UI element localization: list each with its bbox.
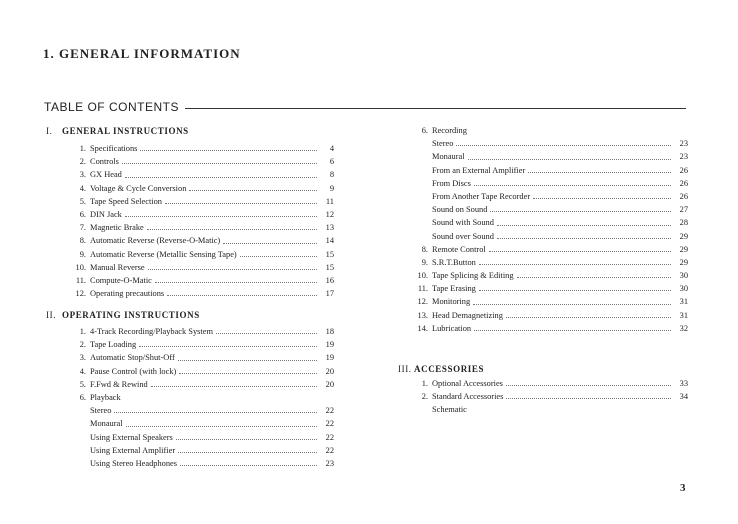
toc-entry-title: Tape Loading [90,340,137,350]
toc-entry-title: Using Stereo Headphones [90,458,177,468]
toc-entry-page: 13 [325,223,334,233]
toc-entry-leader [506,309,671,318]
toc-entry-number: 2. [79,157,86,167]
toc-entry [72,325,334,338]
toc-entry-title: Recording [432,126,467,135]
toc-entry-title: From Discs [432,178,471,188]
toc-entry-number: 5. [79,196,86,206]
section-label: ACCESSORIES [414,364,485,374]
toc-entry-leader [479,282,671,291]
toc-entry-number: 7. [79,223,86,233]
toc-entry-title: Operating precautions [90,289,165,299]
toc-entry-leader [517,269,671,278]
toc-entry-page: 26 [679,165,688,175]
toc-entry-leader [126,417,317,426]
toc-entry-title: F.Fwd & Rewind [90,379,148,389]
toc-entry-page: 29 [679,244,688,254]
toc-entry-title: Manual Reverse [90,262,145,272]
toc-entry-leader [165,195,317,204]
toc-entry [414,282,688,295]
toc-entry-page: 22 [325,419,334,429]
toc-entry [414,190,688,203]
toc-entry [72,221,334,234]
toc-entry-number: 2. [79,340,86,350]
toc-entry-number: 5. [79,379,86,389]
toc-entry-page: 18 [325,327,334,336]
toc-entry-number: 13. [417,310,428,320]
toc-entry-number: 3. [79,170,86,180]
toc-entry-page: 16 [325,275,334,285]
toc-entry-leader [148,261,317,270]
section-numeral: II. [46,310,57,320]
toc-entry-number: 12. [75,289,86,299]
toc-entry-leader [125,208,317,217]
toc-entry-page: 9 [329,183,334,193]
toc-entry-title: Magnetic Brake [90,223,144,233]
toc-entry-page: 33 [679,379,688,388]
toc-entry [72,142,334,155]
toc-entry-page: 27 [679,205,688,215]
toc-entry [414,137,688,150]
toc-entry-number: 8. [421,244,428,254]
toc-entry-leader [122,155,317,164]
toc-entry-leader [456,137,671,146]
toc-entry-title: From Another Tape Recorder [432,191,531,201]
toc-entry-number: 4. [79,183,86,193]
toc-entry-page: 29 [679,257,688,267]
section-numeral: III. [398,364,412,374]
toc-entry [414,309,688,322]
toc-entry-leader [189,182,317,191]
toc-entry [72,391,334,404]
recording-list [414,124,688,335]
page-title: 1. GENERAL INFORMATION [43,46,241,61]
toc-heading [44,100,686,114]
toc-entry [414,150,688,163]
toc-entry [72,431,334,444]
toc-entry [72,417,334,430]
toc-entry-title: Tape Speed Selection [90,196,162,206]
toc-entry-title: Compute-O-Matic [90,275,152,285]
toc-entry-leader [473,295,671,304]
section-label: GENERAL INSTRUCTIONS [62,126,189,136]
toc-entry-title: Head Demagnetizing [432,310,503,320]
toc-entry-leader [140,142,317,151]
toc-entry [414,295,688,308]
toc-entry-leader [474,322,671,331]
toc-entry [72,234,334,247]
toc-entry-page: 30 [679,271,688,281]
toc-heading-rule [185,108,686,109]
toc-entry-page: 17 [325,289,334,299]
toc-entry-page: 29 [679,231,688,241]
toc-entry-leader [528,164,671,173]
toc-entry-title: Sound on Sound [432,205,488,215]
toc-entry-title: Lubrication [432,323,472,333]
toc-entry-number: 11. [417,284,428,294]
toc-entry-leader [240,248,317,257]
toc-entry-title: Voltage & Cycle Conversion [90,183,187,193]
toc-entry-number: 6. [79,392,86,402]
toc-entry [414,256,688,269]
toc-entry-title: Using External Speakers [90,432,173,442]
toc-entry [72,261,334,274]
toc-entry-leader [490,203,671,212]
toc-entry [72,168,334,181]
toc-entry-leader [474,177,671,186]
toc-entry-page: 22 [325,432,334,442]
toc-entry-leader [125,168,317,177]
toc-entry [414,177,688,190]
toc-entry-page: 20 [325,366,334,376]
toc-entry-title: GX Head [90,170,122,180]
toc-entry-leader [479,256,671,265]
toc-entry-page: 26 [679,178,688,188]
toc-entry-leader [151,378,317,387]
toc-entry [414,230,688,243]
toc-entry-leader [216,325,317,334]
toc-entry-page: 8 [329,170,334,180]
toc-entry-leader [147,221,317,230]
toc-entry-page: 12 [325,209,334,219]
toc-entry [414,243,688,256]
toc-entry [72,378,334,391]
toc-entry-title: Monaural [90,419,123,429]
toc-entry-leader [176,431,317,440]
toc-entry-title: Stereo [432,139,454,149]
toc-entry-number: 3. [79,353,86,363]
toc-entry-page: 23 [679,139,688,149]
toc-entry-title: Stereo [90,406,112,416]
toc-entry-page: 14 [325,236,334,246]
toc-entry-title: Specifications [90,144,138,153]
toc-entry-title: Using External Amplifier [90,445,176,455]
toc-entry-number: 6. [79,209,86,219]
toc-entry [414,164,688,177]
toc-entry-page: 34 [679,392,688,402]
toc-entry-title: S.R.T.Button [432,257,476,267]
toc-entry-title: Schematic [432,405,467,415]
toc-entry [72,195,334,208]
toc-entry-number: 9. [79,249,86,259]
toc-entry [414,124,688,137]
toc-entry-title: Tape Splicing & Editing [432,271,514,281]
toc-entry-leader [489,243,671,252]
toc-entry-number: 9. [421,257,428,267]
toc-entry-page: 20 [325,379,334,389]
toc-entry [414,322,688,335]
toc-entry-page: 30 [679,284,688,294]
toc-entry [414,269,688,282]
toc-entry-leader [533,190,671,199]
toc-entry-leader [180,457,317,466]
toc-entry-page: 15 [325,262,334,272]
toc-entry-title: Tape Erasing [432,284,476,294]
toc-entry-number: 10. [75,262,86,272]
toc-entry [72,287,334,300]
toc-entry-title: 4-Track Recording/Playback System [90,327,213,336]
toc-entry-title: Sound with Sound [432,218,494,228]
toc-entry-leader [178,351,317,360]
toc-entry-leader [167,287,317,296]
toc-entry-leader [155,274,317,283]
toc-entry-number: 6. [421,126,428,135]
toc-entry-number: 12. [417,297,428,307]
toc-entry-title: Automatic Reverse (Metallic Sensing Tape) [90,249,237,259]
toc-entry-title: Sound over Sound [432,231,494,241]
toc-entry-number: 10. [417,271,428,281]
toc-entry-leader [179,365,317,374]
section-accessories-title [398,364,484,374]
toc-entry [72,248,334,261]
toc-entry [414,403,688,416]
toc-entry [414,377,688,390]
toc-entry-leader [178,444,317,453]
toc-entry-leader [468,150,671,159]
toc-entry [72,457,334,470]
toc-heading-label: TABLE OF CONTENTS [44,100,179,114]
toc-entry-leader [506,390,671,399]
toc-entry-page: 4 [329,144,334,153]
toc-entry-page: 23 [679,152,688,162]
toc-entry [72,404,334,417]
toc-entry [414,216,688,229]
toc-entry [72,208,334,221]
toc-entry-title: DIN Jack [90,209,122,219]
toc-entry-page: 31 [679,310,688,320]
toc-entry-page: 19 [325,340,334,350]
toc-entry [414,390,688,403]
section-operating-title [46,310,200,320]
toc-entry-number: 1. [421,379,428,388]
toc-entry-title: Automatic Reverse (Reverse-O-Matic) [90,236,221,246]
toc-entry-leader [497,216,671,225]
toc-entry [72,274,334,287]
toc-entry-leader [497,230,671,239]
general-instructions-list [72,142,334,300]
section-general-title [46,126,189,136]
toc-entry-number: 14. [417,323,428,333]
toc-entry [72,155,334,168]
toc-entry-title: Controls [90,157,119,167]
toc-entry-page: 19 [325,353,334,363]
toc-entry-title: Playback [90,392,121,402]
toc-entry-number: 4. [79,366,86,376]
toc-entry-title: Standard Accessories [432,392,504,402]
section-numeral: I. [46,126,53,136]
toc-entry-title: Monitoring [432,297,471,307]
toc-entry [72,444,334,457]
toc-entry-page: 23 [325,458,334,468]
toc-entry-leader [139,338,317,347]
toc-entry-page: 15 [325,249,334,259]
toc-entry-title: Optional Accessories [432,379,503,388]
toc-entry-title: Pause Control (with lock) [90,366,177,376]
toc-entry-page: 11 [325,196,334,206]
toc-entry-leader [506,377,671,386]
toc-entry-page: 32 [679,323,688,333]
toc-entry-page: 31 [679,297,688,307]
toc-entry [72,351,334,364]
toc-entry-page: 6 [329,157,334,167]
toc-entry-leader [223,234,317,243]
page-number: 3 [680,482,686,494]
toc-entry [414,203,688,216]
toc-entry-page: 22 [325,406,334,416]
toc-entry-number: 8. [79,236,86,246]
toc-entry-number: 1. [79,327,86,336]
toc-entry-number: 2. [421,392,428,402]
toc-entry-page: 26 [679,191,688,201]
toc-entry-title: Monaural [432,152,465,162]
section-label: OPERATING INSTRUCTIONS [62,310,200,320]
toc-entry-leader [114,404,317,413]
accessories-list [414,377,688,417]
toc-entry-number: 11. [75,275,86,285]
toc-entry-title: Automatic Stop/Shut-Off [90,353,175,363]
toc-entry [72,365,334,378]
toc-entry-page: 28 [679,218,688,228]
toc-entry-title: From an External Amplifier [432,165,526,175]
toc-entry-number: 1. [79,144,86,153]
toc-entry [72,182,334,195]
operating-instructions-list [72,325,334,470]
toc-entry-page: 22 [325,445,334,455]
toc-entry-title: Remote Control [432,244,486,254]
toc-entry [72,338,334,351]
